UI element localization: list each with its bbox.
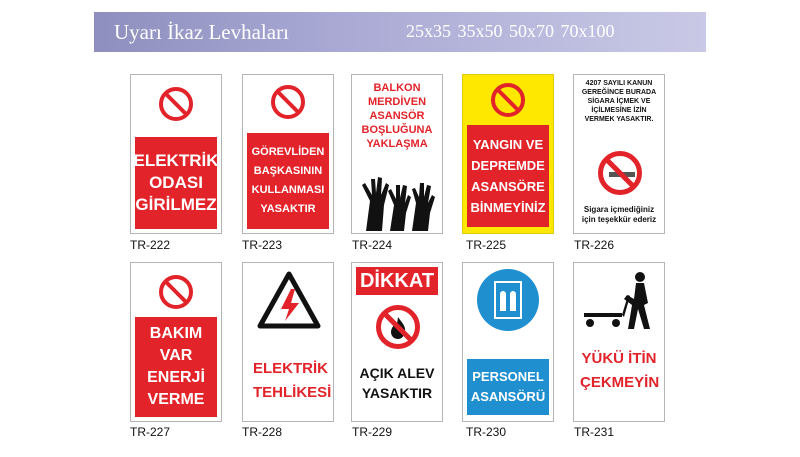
prohibition-icon — [159, 275, 193, 309]
sign-tr-226[interactable] — [573, 74, 665, 234]
sign-text-panel — [247, 133, 329, 229]
hands-icon — [356, 171, 438, 231]
sign-code: TR-228 — [242, 425, 283, 439]
sign-tr-228[interactable] — [242, 262, 334, 422]
sign-text-panel — [467, 359, 549, 415]
sign-tr-229[interactable] — [351, 262, 443, 422]
sign-text: YÜKÜ İTİN ÇEKMEYİN — [580, 350, 660, 391]
sign-footer: Sigara içmediğiniz için teşekkür ederiz — [581, 205, 657, 224]
sign-tr-231[interactable] — [573, 262, 665, 422]
header-title: Uyarı İkaz Levhaları — [114, 20, 289, 44]
sign-text-panel — [135, 137, 217, 229]
sign-code: TR-223 — [242, 238, 283, 252]
header-sizes: 25x35 35x50 50x70 70x100 — [406, 21, 615, 41]
sign-tr-227[interactable] — [130, 262, 222, 422]
sign-tr-224[interactable] — [351, 74, 443, 234]
sign-code: TR-230 — [466, 425, 507, 439]
prohibition-icon — [271, 85, 305, 119]
sign-code: TR-225 — [466, 238, 507, 252]
no-open-flame-icon — [376, 305, 420, 349]
sign-text: AÇIK ALEV YASAKTIR — [359, 365, 435, 401]
sign-tr-223[interactable] — [242, 74, 334, 234]
sign-code: TR-224 — [352, 238, 393, 252]
sign-code: TR-229 — [352, 425, 393, 439]
prohibition-icon — [491, 83, 525, 117]
electric-hazard-icon — [257, 271, 321, 329]
sign-text: YANGIN VE DEPREMDE ASANSÖRE BİNMEYİNİZ — [470, 137, 546, 215]
no-smoking-icon — [598, 151, 642, 195]
sign-header-panel — [356, 267, 438, 295]
sign-code: TR-231 — [574, 425, 615, 439]
sign-code: TR-226 — [574, 238, 615, 252]
sign-header: DİKKAT — [359, 269, 435, 292]
sign-code: TR-222 — [130, 238, 171, 252]
header-banner — [94, 12, 706, 52]
sign-text: PERSONEL ASANSÖRÜ — [470, 369, 546, 404]
sign-text: 4207 SAYILI KANUN GEREĞİNCE BURADA SİGARA İÇMEK VE İÇİLMESİNE İZİN VERMEK YASAKTIR. — [581, 80, 657, 123]
sign-text: ELEKTRİK ODASI GİRİLMEZ — [133, 151, 219, 214]
sign-tr-222[interactable] — [130, 74, 222, 234]
sign-tr-230[interactable] — [462, 262, 554, 422]
sign-text-panel — [467, 125, 549, 227]
push-cart-icon — [580, 269, 660, 335]
sign-tr-225[interactable] — [462, 74, 554, 234]
sign-text: BALKON MERDİVEN ASANSÖR BOŞLUĞUNA YAKLAŞMA — [361, 82, 433, 150]
sign-text: ELEKTRİK TEHLİKESİ — [253, 360, 332, 401]
prohibition-icon — [159, 87, 193, 121]
sign-text-panel — [135, 317, 217, 417]
elevator-icon — [477, 269, 539, 331]
sign-code: TR-227 — [130, 425, 171, 439]
sign-text: BAKIM VAR ENERJİ VERME — [147, 325, 205, 408]
sign-text: GÖREVLİDEN BAŞKASININ KULLANMASI YASAKTIR — [251, 146, 325, 215]
